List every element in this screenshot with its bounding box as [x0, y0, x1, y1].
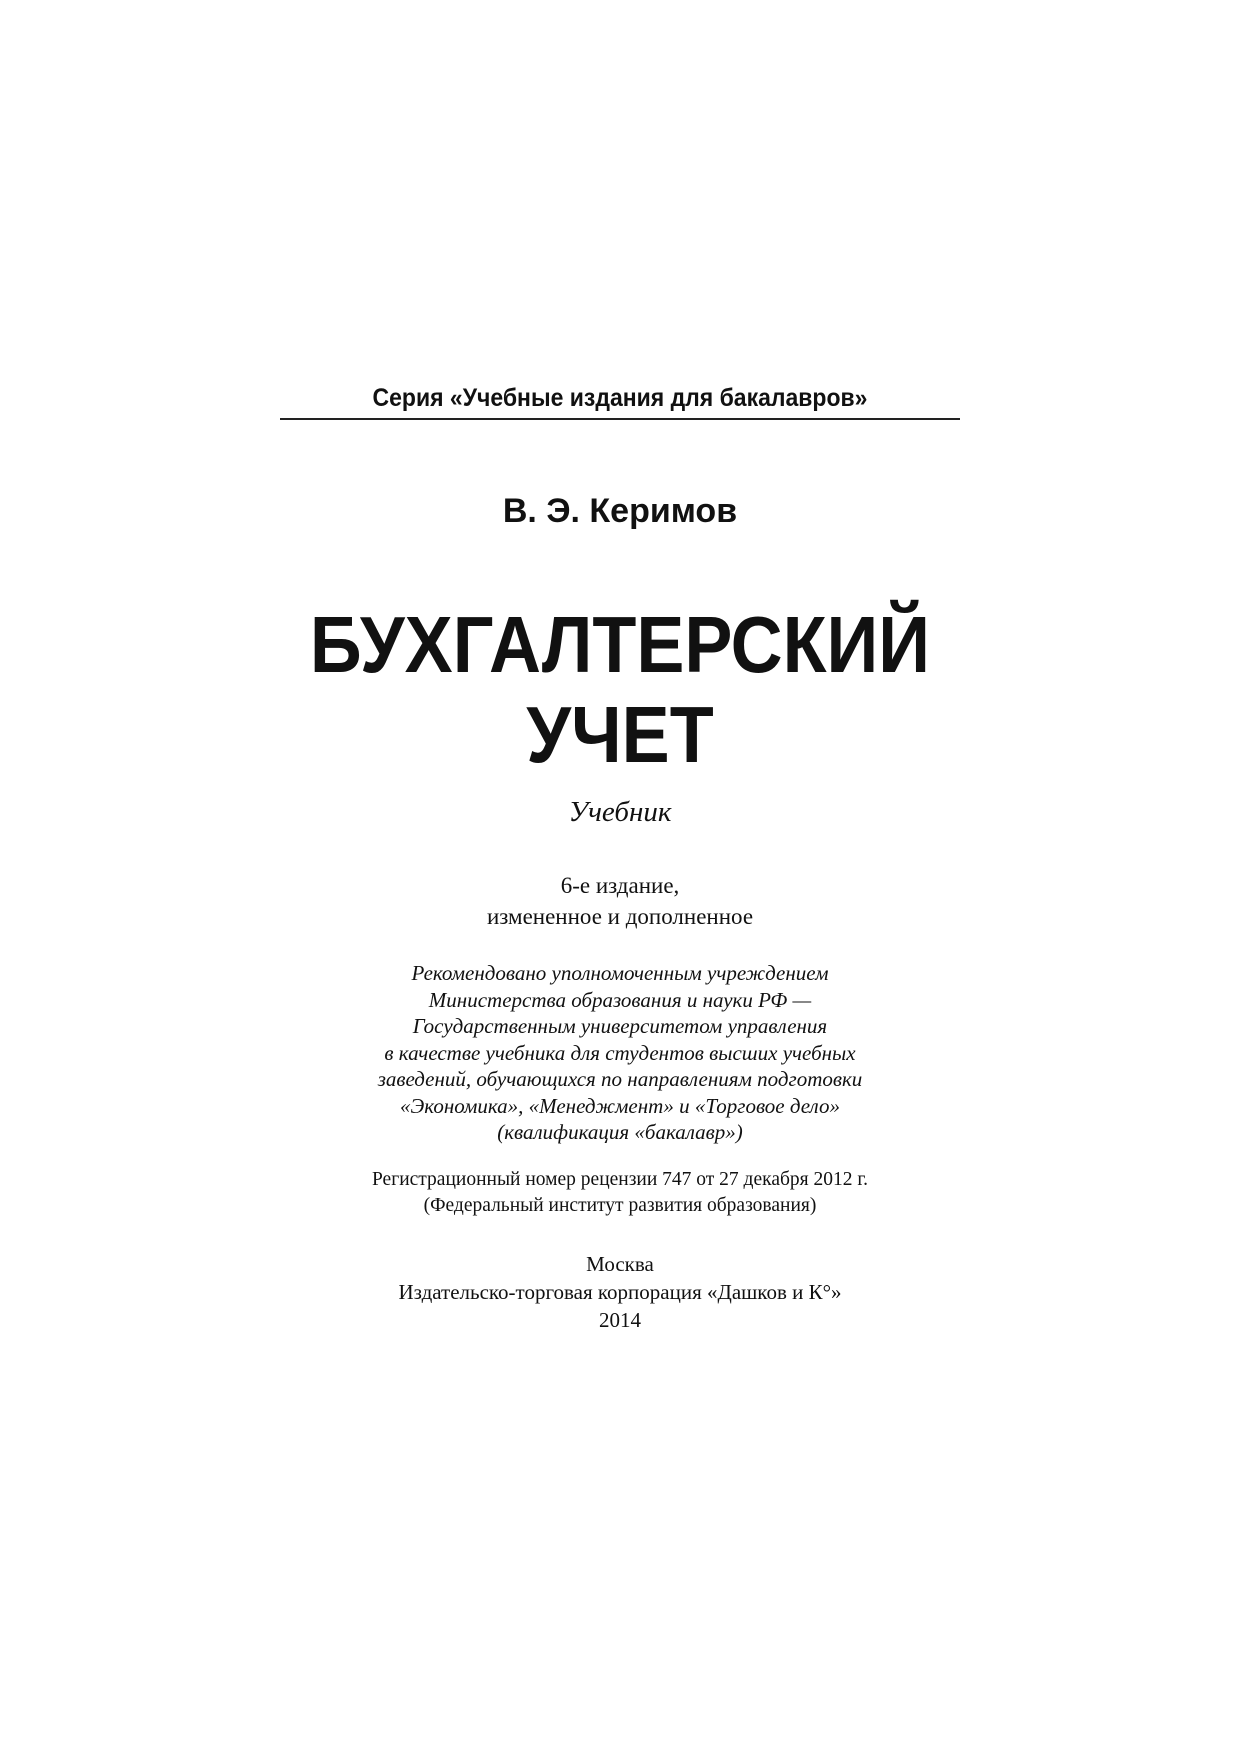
series-divider [280, 418, 960, 420]
registration-line-1: Регистрационный номер рецензии 747 от 27 декабря 2012 г. [371, 1169, 869, 1190]
imprint-publisher: Издательско-торговая корпорация «Дашков и К°» [398, 1280, 842, 1304]
registration-line-2: (Федеральный институт развития образования) [423, 1195, 817, 1216]
book-type: Учебник [568, 796, 672, 828]
edition-info [280, 870, 960, 932]
book-title-line-1: БУХГАЛТЕРСКИЙ [309, 600, 931, 689]
recommendation-line: в качестве учебника для студентов высших учебных [384, 1040, 856, 1065]
edition-line-1: 6-е издание, [560, 873, 680, 898]
registration-info [250, 1167, 990, 1219]
recommendation-line: Государственным университетом управления [412, 1014, 828, 1038]
book-title-line-2: УЧЕТ [526, 690, 714, 779]
imprint-city: Москва [586, 1252, 654, 1276]
book-title [269, 600, 971, 780]
edition-line-2: измененное и дополненное [486, 904, 754, 929]
recommendation-line: (квалификация «бакалавр») [497, 1120, 743, 1144]
recommendation-line: Министерства образования и науки РФ — [428, 987, 812, 1012]
recommendation-block [250, 960, 990, 1146]
author-name: В. Э. Керимов [502, 492, 738, 530]
recommendation-line: Рекомендовано уполномоченным учреждением [411, 961, 829, 985]
imprint-year: 2014 [599, 1308, 641, 1332]
series-title: Серия «Учебные издания для бакалавров» [372, 384, 868, 412]
recommendation-line: заведений, обучающихся по направлениям подготовки [377, 1067, 863, 1091]
imprint [250, 1250, 990, 1334]
recommendation-line: «Экономика», «Менеджмент» и «Торговое дело» [400, 1093, 840, 1118]
